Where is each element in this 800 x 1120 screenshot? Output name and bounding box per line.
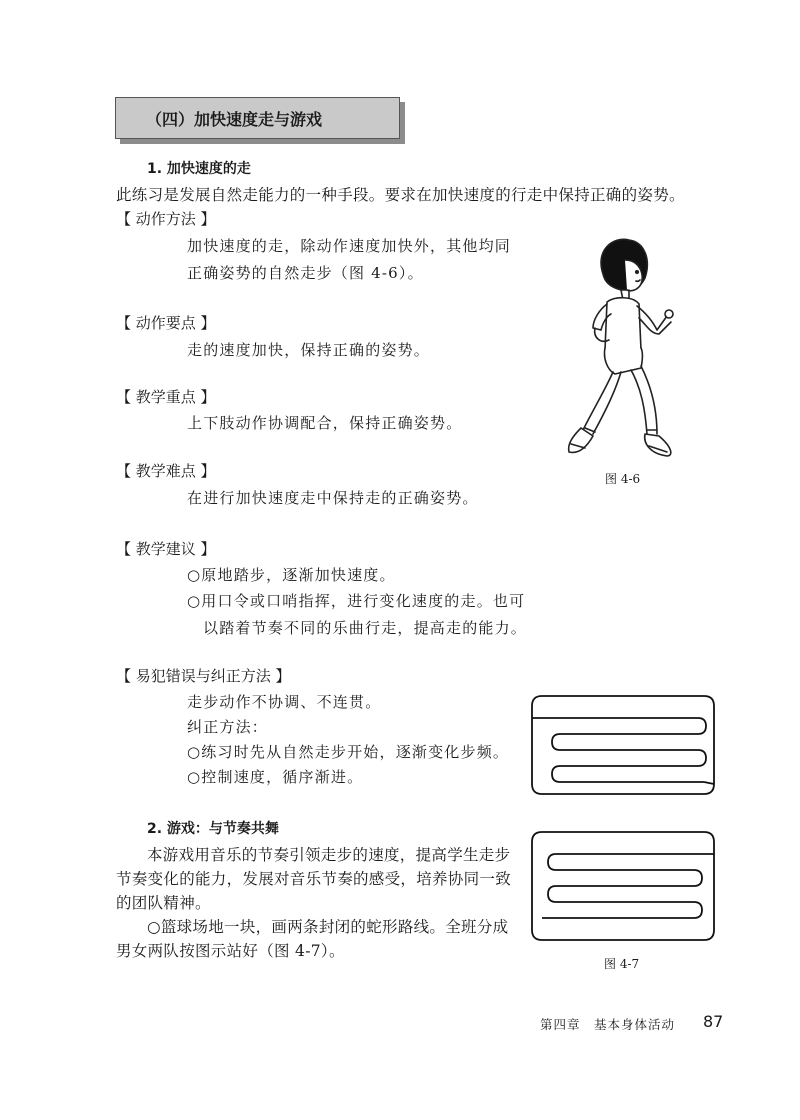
part2-line-1: 本游戏用音乐的节奏引领走步的速度，提高学生走步 [147,846,511,864]
part2-line-5: 男女两队按图示站好（图 4-7）。 [116,942,345,960]
part2-line-4: ○篮球场地一块，画两条封闭的蛇形路线。全班分成 [147,918,509,936]
suggest-line-1: ○原地踏步，逐渐加快速度。 [187,566,396,584]
part2-line-3: 的团队精神。 [116,894,211,912]
page-number: 87 [703,1012,724,1031]
suggest-line-3: 以踏着节奏不同的乐曲行走，提高走的能力。 [203,619,528,637]
section-header-box [115,97,400,139]
method-label: 【 动作方法 】 [116,210,216,228]
difficulty-text: 在进行加快速度走中保持走的正确姿势。 [187,489,479,507]
key-label: 【 动作要点 】 [116,314,216,332]
key-text: 走的速度加快，保持正确的姿势。 [187,341,431,359]
figure-4-7-caption: 图 4-7 [604,957,640,971]
suggest-label: 【 教学建议 】 [116,540,216,558]
focus-label: 【 教学重点 】 [116,388,216,406]
footer-chapter: 第四章 基本身体活动 [540,1017,676,1032]
figure-4-6-caption: 图 4-6 [605,472,641,486]
suggest-line-2: ○用口令或口哨指挥，进行变化速度的走。也可 [187,592,526,610]
method-line-1: 加快速度的走，除动作速度加快外，其他均同 [187,237,512,255]
error-line-2: 纠正方法： [187,718,269,736]
walking-girl-illustration [555,230,695,470]
method-line-2: 正确姿势的自然走步（图 4-6）。 [187,264,424,282]
part1-heading: 1. 加快速度的走 [147,161,251,177]
error-line-1: 走步动作不协调、不连贯。 [187,693,382,711]
part2-line-2: 节奏变化的能力，发展对音乐节奏的感受，培养协同一致 [116,870,512,888]
part1-intro: 此练习是发展自然走能力的一种手段。要求在加快速度的行走中保持正确的姿势。 [116,186,685,204]
error-label: 【 易犯错误与纠正方法 】 [116,667,291,685]
focus-text: 上下肢动作协调配合，保持正确姿势。 [187,414,463,432]
error-line-3: ○练习时先从自然走步开始，逐渐变化步频。 [187,743,510,761]
serpentine-route-diagram [528,690,718,952]
error-line-4: ○控制速度，循序渐进。 [187,768,364,786]
section-title: （四）加快速度走与游戏 [146,110,323,129]
difficulty-label: 【 教学难点 】 [116,462,216,480]
part2-heading: 2. 游戏：与节奏共舞 [147,821,279,837]
